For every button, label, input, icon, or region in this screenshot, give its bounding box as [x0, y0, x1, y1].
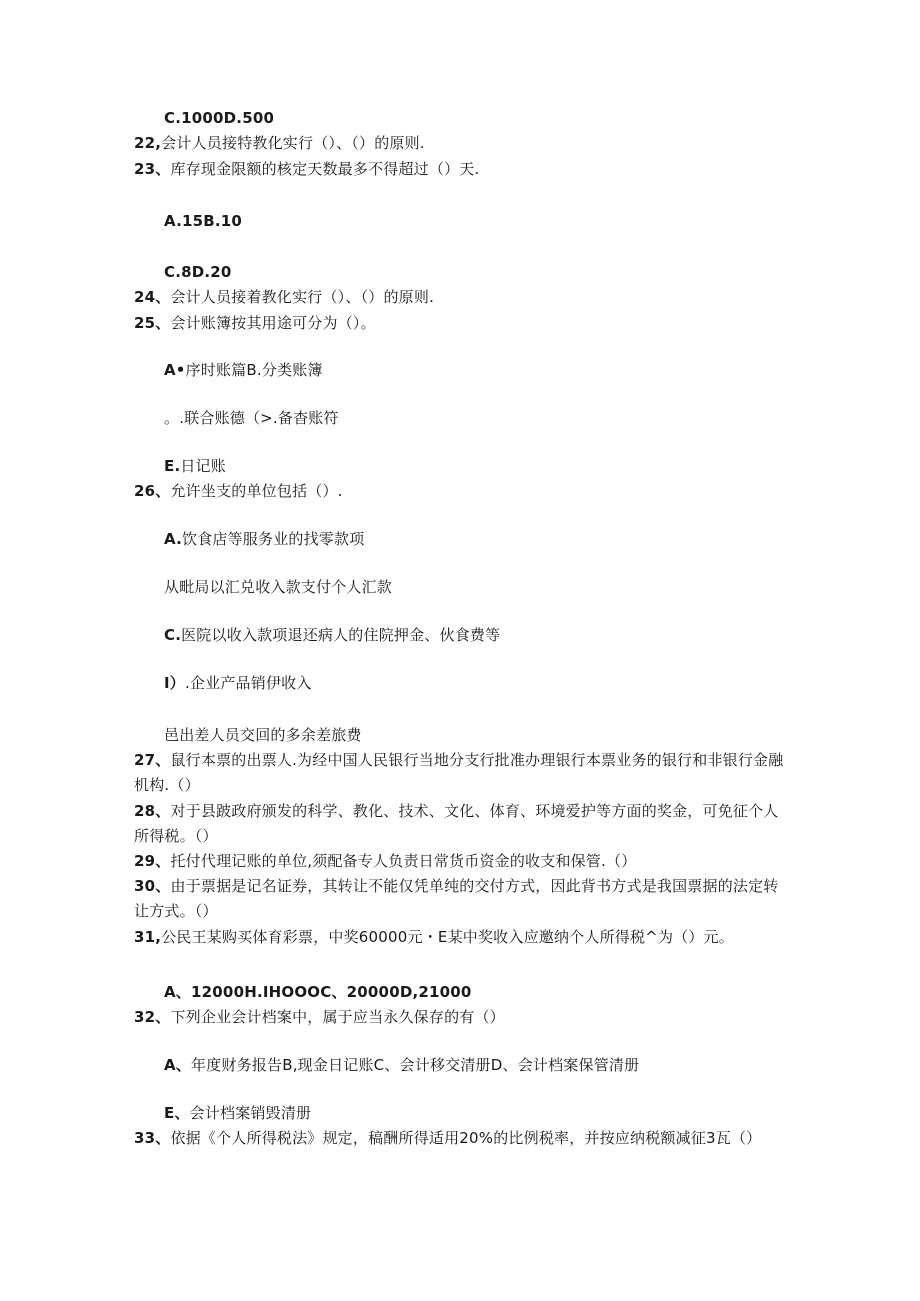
question-32 — [134, 1007, 505, 1027]
question-30-continuation — [134, 901, 218, 921]
question-29 — [134, 851, 636, 871]
option-line-e — [164, 1103, 311, 1123]
question-text: 允许坐支的单位包括（）. — [170, 482, 343, 500]
option-line-a-b — [164, 211, 242, 231]
option-text: 12000H.IHOOOC、20000D,21000 — [191, 983, 472, 1001]
option-text: 医院以收入款项退还病人的住院押金、伙食费等 — [181, 626, 501, 644]
question-28-continuation — [134, 826, 218, 846]
option-text: 从毗局以汇兑收入款支付个人汇款 — [164, 578, 393, 596]
option-letter: C. — [164, 626, 182, 644]
option-text: C.8D.20 — [164, 263, 232, 281]
question-31 — [134, 927, 734, 947]
question-number: 22, — [134, 134, 162, 152]
question-number: 31, — [134, 928, 162, 946]
question-number: 33、 — [134, 1129, 171, 1147]
option-line-e — [164, 456, 226, 476]
question-text: 会计人员接特教化实行（）、（）的原则. — [161, 134, 425, 152]
question-number: 23、 — [134, 160, 171, 178]
option-letter: A• — [164, 361, 186, 379]
question-text: 机构.（） — [134, 776, 200, 794]
question-22 — [134, 133, 425, 153]
question-23 — [134, 159, 479, 179]
option-letter: A. — [164, 530, 182, 548]
question-number: 25、 — [134, 314, 171, 332]
question-text: 库存现金限额的核定天数最多不得超过（）天. — [170, 160, 480, 178]
question-28 — [134, 801, 779, 821]
question-number: 29、 — [134, 852, 171, 870]
question-number: 32、 — [134, 1008, 171, 1026]
question-text: 所得税。（） — [134, 827, 218, 845]
question-text: 托付代理记账的单位,须配备专人负责日常货币资金的收支和保管.（） — [170, 852, 637, 870]
option-text: 序时账篇B.分类账簿 — [185, 361, 323, 379]
option-text: 饮食店等服务业的找零款项 — [182, 530, 365, 548]
option-line-d — [164, 673, 312, 693]
option-line-c — [164, 625, 500, 645]
option-letter: E. — [164, 457, 181, 475]
option-letter: I） — [164, 674, 185, 692]
question-27-continuation — [134, 775, 200, 795]
option-text: A.15B.10 — [164, 212, 243, 230]
question-text: 让方式。（） — [134, 902, 218, 920]
option-letter: A、 — [164, 1056, 192, 1074]
question-text: 会计人员接着教化实行（）、（）的原则. — [170, 288, 435, 306]
option-line-c-d — [164, 108, 274, 128]
option-line-c-d — [164, 408, 339, 428]
question-text: 鼠行本票的出票人.为经中国人民银行当地分支行批准办理银行本票业务的银行和非银行金融 — [170, 751, 784, 769]
question-text: 会计账簿按其用途可分为（）。 — [170, 314, 376, 332]
option-letter: A、 — [164, 983, 192, 1001]
question-text: 下列企业会计档案中，属于应当永久保存的有（） — [170, 1008, 505, 1026]
question-text: 对于县跛政府颁发的科学、教化、技术、文化、体育、环境爱护等方面的奖金，可免征个人 — [170, 802, 779, 820]
question-27 — [134, 750, 783, 770]
question-number: 27、 — [134, 751, 171, 769]
option-line-a-d — [164, 982, 472, 1002]
question-number: 30、 — [134, 877, 171, 895]
question-number: 28、 — [134, 802, 171, 820]
question-number: 24、 — [134, 288, 171, 306]
question-text: 依据《个人所得税法》规定，稿酬所得适用20%的比例税率，并按应纳税额减征3瓦（） — [170, 1129, 762, 1147]
option-line-c-d — [164, 262, 232, 282]
option-line-e — [164, 725, 362, 745]
option-text: 年度财务报告B,现金日记账C、会计移交清册D、会计档案保管清册 — [191, 1056, 640, 1074]
option-text: 邑出差人员交回的多余差旅费 — [164, 726, 362, 744]
question-25 — [134, 313, 376, 333]
option-line-a-b — [164, 360, 323, 380]
question-number: 26、 — [134, 482, 171, 500]
option-text: 会计档案销毁清册 — [189, 1104, 312, 1122]
option-text: .企业产品销伊收入 — [184, 674, 312, 692]
option-line-a — [164, 529, 364, 549]
question-26 — [134, 481, 343, 501]
question-33 — [134, 1128, 761, 1148]
question-24 — [134, 287, 434, 307]
question-30 — [134, 876, 779, 896]
question-text: 公民王某购买体育彩票，中奖60000元・E某中奖收入应邀纳个人所得税^为（）元。 — [161, 928, 734, 946]
option-text: C.1000D.500 — [164, 109, 275, 127]
option-text: 日记账 — [180, 457, 226, 475]
option-line-a-d — [164, 1055, 639, 1075]
question-text: 由于票据是记名证券，其转让不能仅凭单纯的交付方式，因此背书方式是我国票据的法定转 — [170, 877, 779, 895]
option-line-b — [164, 577, 392, 597]
option-letter: E、 — [164, 1104, 190, 1122]
option-text: 。.联合账德（>.备杳账符 — [164, 409, 339, 427]
